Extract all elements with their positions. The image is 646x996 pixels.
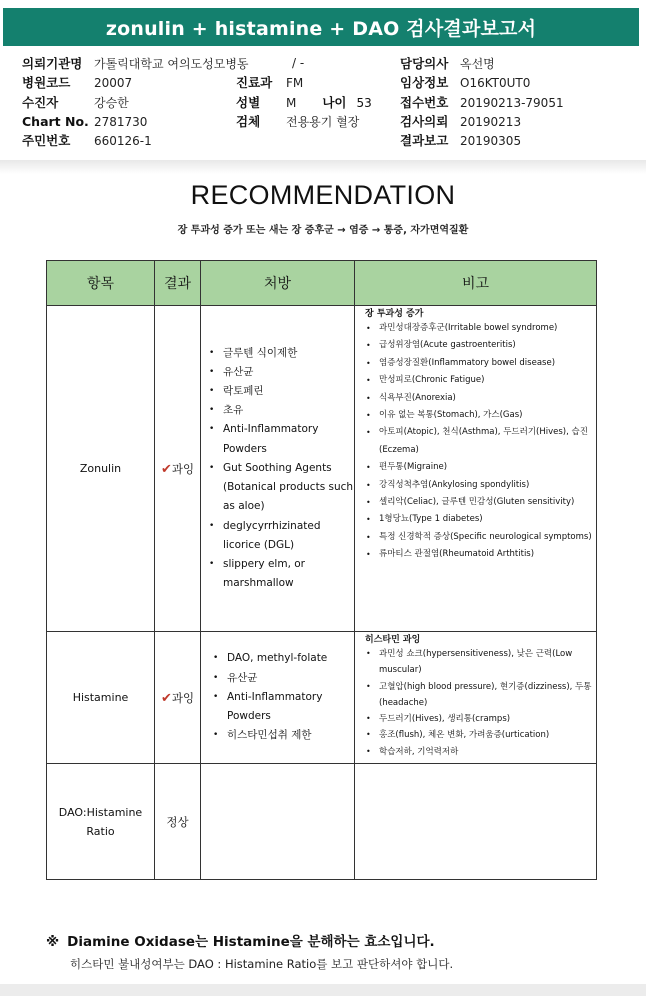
info-label: 검사의뢰 [400, 113, 449, 129]
result-value: 과잉 [171, 461, 195, 476]
list-item: • 홍조(flush), 체온 변화, 가려움증(urtication) [379, 727, 596, 743]
list-item: • 만성피로(Chronic Fatigue) [379, 372, 596, 389]
list-item: • 편두통(Migraine) [379, 459, 596, 476]
section-divider [0, 160, 646, 174]
info-value: 20190213 [460, 114, 522, 129]
list-item: • 강직성척추염(Ankylosing spondylitis) [379, 477, 596, 494]
list-item: • DAO, methyl-folate [227, 649, 354, 668]
list-item: • 염증성장질환(Inflammatory bowel disease) [379, 355, 596, 372]
patient-info-middle [236, 54, 372, 131]
item-cell: Histamine [47, 632, 155, 764]
table-header-row [47, 261, 597, 306]
item-cell: Zonulin [47, 306, 155, 632]
list-item: • 초유 [223, 401, 354, 420]
info-value: 강승한 [94, 95, 129, 110]
item-cell [47, 764, 155, 880]
item-label: DAO:Histamine Ratio [58, 805, 143, 838]
info-label: 담당의사 [400, 56, 449, 71]
age-label: 나이 [322, 94, 347, 110]
prescription-cell [201, 764, 355, 880]
list-item: • 1형당뇨(Type 1 diabetes) [379, 511, 596, 528]
info-label: 수진자 [22, 94, 59, 110]
list-item: • 락토페린 [223, 382, 354, 401]
list-item: • 유산균 [227, 669, 354, 688]
report-title: zonulin + histamine + DAO 검사결과보고서 [3, 8, 639, 46]
list-item: • 과민성 쇼크(hypersensitiveness), 낮은 근력(Low muscular) [379, 646, 596, 679]
bottom-band [0, 984, 646, 996]
notes-heading: 장 투과성 증가 [365, 309, 424, 319]
list-item: • slippery elm, or marshmallow [223, 555, 354, 593]
list-item: • 아토피(Atopic), 천식(Asthma), 두드러기(Hives), 습진(Eczema) [379, 424, 596, 459]
patient-info-right [400, 54, 564, 150]
result-value: 과잉 [171, 690, 195, 705]
list-item: • 급성위장염(Acute gastroenteritis) [379, 337, 596, 354]
header-result: 결과 [155, 261, 201, 306]
patient-info-left [22, 54, 249, 150]
info-label: 의뢰기관명 [22, 56, 83, 71]
age-value: 53 [356, 95, 372, 110]
list-item: • 학습저하, 기억력저하 [379, 744, 596, 760]
list-item: • Anti-Inflammatory Powders [227, 688, 354, 726]
info-label: 결과보고 [400, 133, 449, 149]
footer-note [46, 930, 435, 950]
footer-line-2: 히스타민 불내성여부는 DAO : Histamine Ratio를 보고 판단하셔야 합니다. [70, 957, 454, 971]
list-item: • 유산균 [223, 363, 354, 382]
info-value: M [286, 95, 297, 110]
info-value: 660126-1 [94, 134, 152, 149]
info-label: 진료과 [236, 75, 273, 91]
header-item: 항목 [47, 261, 155, 306]
list-item: • Gut Soothing Agents (Botanical products such as aloe) [223, 459, 354, 517]
list-item: • 글루텐 식이제한 [223, 344, 354, 363]
table-row-zonulin [47, 306, 597, 632]
header-notes: 비고 [355, 261, 597, 306]
list-item: • 식욕부진(Anorexia) [379, 390, 596, 407]
notes-cell [355, 306, 597, 632]
table-row-histamine [47, 632, 597, 764]
result-cell [155, 306, 201, 632]
list-item: • 히스타민섭취 제한 [227, 726, 354, 745]
prescription-cell [201, 632, 355, 764]
info-value: 전용용기 혈장 [286, 114, 360, 129]
recommendation-title: RECOMMENDATION [190, 180, 456, 210]
list-item: • 이유 없는 복통(Stomach), 가스(Gas) [379, 407, 596, 424]
info-value: O16KT0UT0 [460, 76, 531, 91]
notes-cell [355, 764, 597, 880]
list-item: • 두드러기(Hives), 생리통(cramps) [379, 711, 596, 727]
list-item: • 특정 신경학적 증상(Specific neurological symptoms) [379, 529, 596, 546]
info-value: 가톨릭대학교 여의도성모병동 [94, 57, 249, 71]
notes-cell [355, 632, 597, 764]
list-item: • 셀리악(Celiac), 글루텐 민감성(Gluten sensitivity) [379, 494, 596, 511]
notes-heading: 히스타민 과잉 [365, 635, 421, 645]
check-icon: ✔ [160, 690, 172, 706]
info-value: 20190305 [460, 134, 522, 149]
result-cell [155, 764, 201, 880]
info-label: 주민번호 [22, 133, 71, 149]
info-value: / - [292, 56, 305, 70]
result-cell [155, 632, 201, 764]
result-value: 정상 [166, 814, 189, 829]
info-label: 검체 [236, 113, 261, 129]
reference-mark-icon: ※ [46, 934, 60, 950]
list-item: • 과민성대장증후군(Irritable bowel syndrome) [379, 320, 596, 337]
prescription-cell [201, 306, 355, 632]
list-item: • 고혈압(high blood pressure), 현기증(dizziness), 두통(headache) [379, 679, 596, 712]
info-value: 2781730 [94, 114, 148, 129]
table-row-dao-ratio [47, 764, 597, 880]
list-item: • deglycyrrhizinated licorice (DGL) [223, 517, 354, 555]
footer-line-1: Diamine Oxidase는 Histamine을 분해하는 효소입니다. [67, 934, 435, 950]
info-value: 옥선명 [460, 57, 495, 71]
recommendation-subtitle: 장 투과성 증가 또는 새는 장 증후군 → 염증 → 통증, 자가면역질환 [177, 225, 469, 236]
info-value: FM [286, 76, 304, 91]
info-value: 20190213-79051 [460, 95, 564, 110]
check-icon: ✔ [160, 461, 172, 477]
info-label: Chart No. [22, 113, 89, 129]
list-item: • Anti-Inflammatory Powders [223, 420, 354, 458]
recommendation-table [46, 260, 597, 880]
info-label: 성별 [236, 94, 261, 110]
info-value: 20007 [94, 76, 133, 91]
header-prescription: 처방 [201, 261, 355, 306]
info-label: 접수번호 [400, 94, 449, 110]
list-item: • 류마티스 관절염(Rheumatoid Arthtitis) [379, 546, 596, 563]
info-label: 임상정보 [400, 75, 449, 91]
info-label: 병원코드 [22, 75, 71, 91]
